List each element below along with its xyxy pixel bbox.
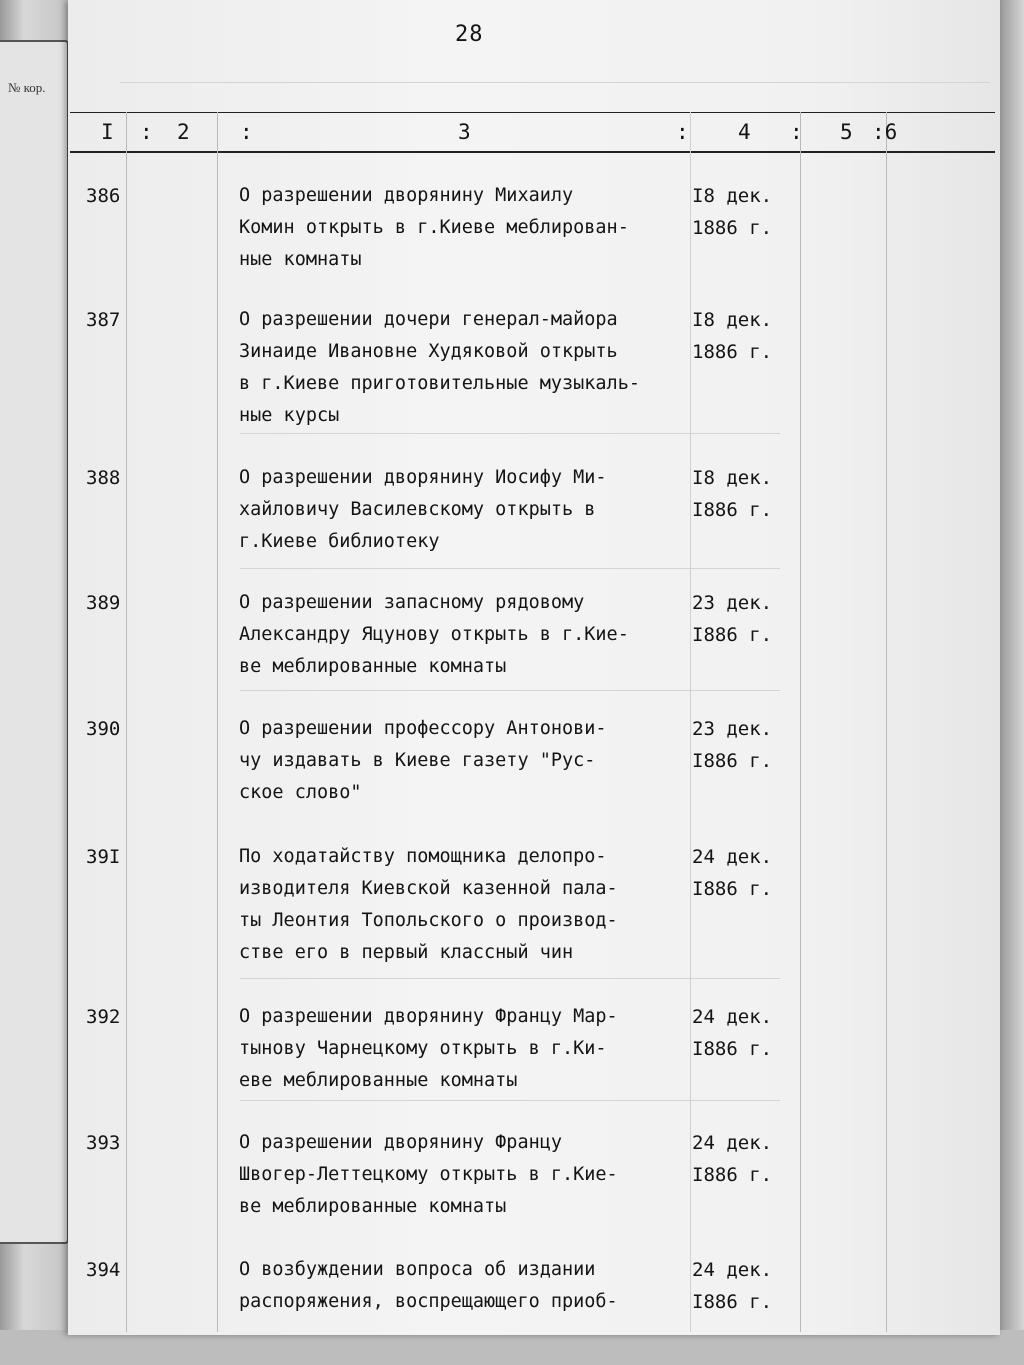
entry-date: 24 дек. I886 г. — [692, 1006, 773, 1060]
entry-number: 387 — [86, 309, 121, 331]
header-sep-5: :6 — [872, 120, 898, 144]
header-sep-3: : — [676, 120, 689, 144]
header-col-3: 3 — [458, 120, 471, 144]
entry-number: 389 — [86, 592, 121, 614]
column-divider-2 — [217, 112, 218, 1332]
entry-date: 24 дек. I886 г. — [692, 1132, 773, 1186]
page-number: 28 — [455, 22, 484, 47]
header-col-2: 2 — [177, 120, 190, 144]
entry-title: О разрешении дворянину Михаилу Комин открыть в г.Киеве меблирован- ные комнаты — [239, 185, 629, 270]
entry-number: 390 — [86, 718, 121, 740]
entry-date: 24 дек. I886 г. — [692, 1259, 773, 1313]
box-number-label: № кор. — [8, 80, 46, 95]
entry-number: 386 — [86, 185, 121, 207]
header-top-rule — [70, 112, 995, 113]
entry-number: 39I — [86, 846, 121, 868]
entry-number: 394 — [86, 1259, 121, 1281]
entry-date: 24 дек. I886 г. — [692, 846, 773, 900]
header-sep-2: : — [240, 120, 253, 144]
entry-title: О возбуждении вопроса об издании распоряжения, воспрещающего приоб- — [239, 1259, 618, 1312]
header-col-4: 4 — [738, 120, 751, 144]
entry-date: 23 дек. I886 г. — [692, 718, 773, 772]
bleed-through-line — [240, 433, 780, 434]
entry-date: I8 дек. 1886 г. — [692, 185, 773, 239]
header-col-1: I — [101, 120, 114, 144]
entry-title: О разрешении запасному рядовому Александру Яцунову открыть в г.Кие- ве меблированные комнаты — [239, 592, 629, 677]
entry-title: О разрешении профессору Антонови- чу издавать в Киеве газету "Рус- ское слово" — [239, 718, 607, 803]
column-divider-5 — [886, 112, 887, 1332]
entry-date: I8 дек. I886 г. — [692, 467, 773, 521]
previous-sheet — [0, 40, 69, 1244]
bottom-background — [0, 1330, 1024, 1365]
right-background — [1000, 0, 1024, 1365]
entry-date: I8 дек. 1886 г. — [692, 309, 773, 363]
bleed-through-line — [240, 1100, 780, 1101]
column-divider-1 — [126, 112, 127, 1332]
header-bottom-rule — [70, 151, 995, 153]
column-divider-3 — [690, 112, 691, 1332]
entry-title: О разрешении дочери генерал-майора Зинаиде Ивановне Худяковой открыть в г.Киеве приготовительные музыкаль- ные курсы — [239, 309, 640, 426]
entry-title: О разрешении дворянину Иосифу Ми- хайловичу Василевскому открыть в г.Киеве библиотеку — [239, 467, 607, 552]
entry-number: 392 — [86, 1006, 121, 1028]
entry-title: О разрешении дворянину Францу Швогер-Леттецкому открыть в г.Кие- ве меблированные комнаты — [239, 1132, 618, 1217]
header-faint-rule — [120, 82, 990, 83]
bleed-through-line — [240, 568, 780, 569]
header-col-5: 5 — [840, 120, 853, 144]
entry-number: 388 — [86, 467, 121, 489]
bleed-through-line — [240, 690, 780, 691]
header-sep-4: : — [790, 120, 803, 144]
entry-date: 23 дек. I886 г. — [692, 592, 773, 646]
entry-title: О разрешении дворянину Францу Мар- тынову Чарнецкому открыть в г.Ки- еве меблированные комнаты — [239, 1006, 618, 1091]
entry-number: 393 — [86, 1132, 121, 1154]
bleed-through-line — [240, 978, 780, 979]
entry-title: По ходатайству помощника делопро- изводителя Киевской казенной пала- ты Леонтия Топольского о производ- стве его в первый классный чин — [239, 846, 618, 963]
header-sep-1: : — [140, 120, 153, 144]
